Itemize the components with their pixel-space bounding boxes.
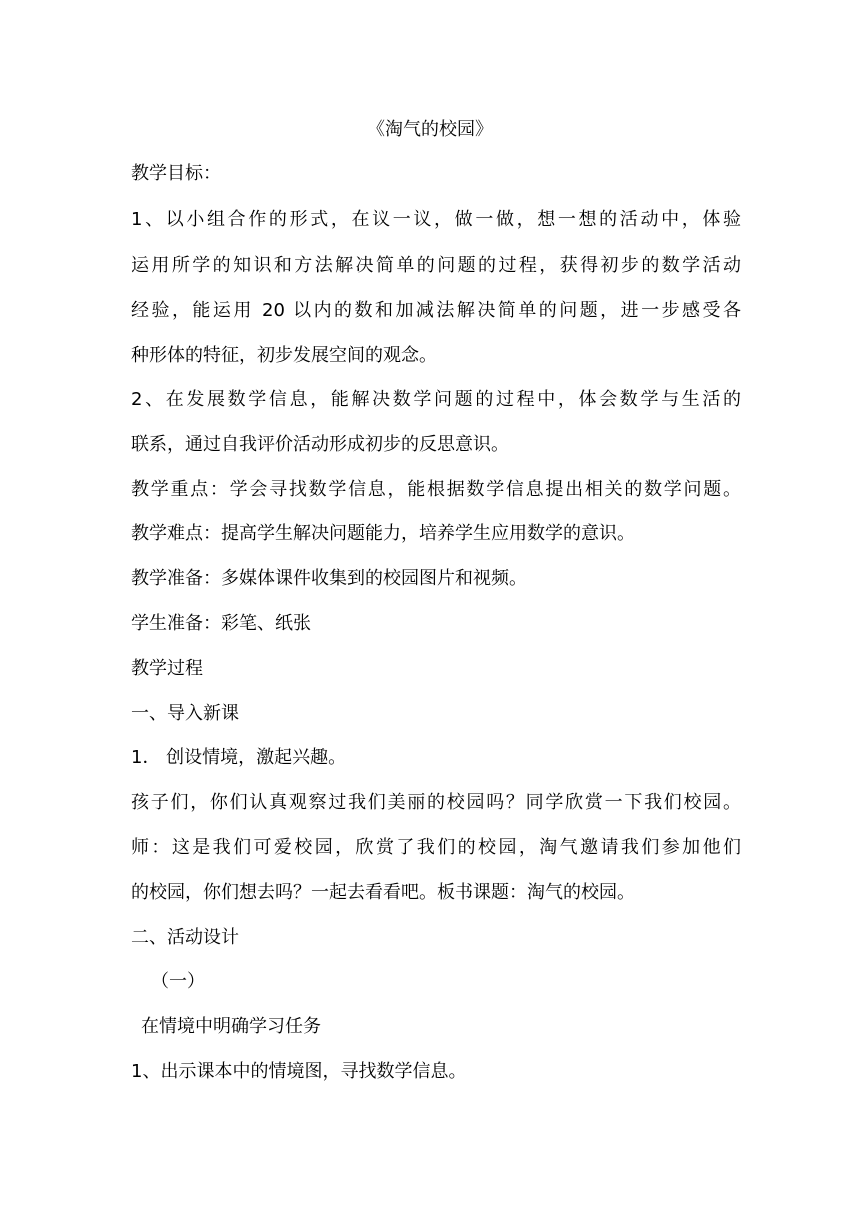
paragraph-line: 经验，能运用 20 以内的数和加减法解决简单的问题，进一步感受各 bbox=[131, 300, 741, 321]
student-prep-line: 学生准备：彩笔、纸张 bbox=[131, 613, 311, 634]
teaching-prep-line: 教学准备：多媒体课件收集到的校园图片和视频。 bbox=[131, 568, 527, 589]
subsection-heading: 在情境中明确学习任务 bbox=[141, 1016, 321, 1037]
paragraph-line: 联系，通过自我评价活动形成初步的反思意识。 bbox=[131, 434, 509, 455]
paragraph-line: 1、以小组合作的形式，在议一议，做一做，想一想的活动中，体验 bbox=[131, 209, 741, 230]
paragraph-line: 2、在发展数学信息，能解决数学问题的过程中，体会数学与生活的 bbox=[131, 389, 741, 410]
subsection-number: （一） bbox=[151, 971, 205, 992]
section-heading-activity: 二、活动设计 bbox=[131, 927, 239, 948]
section-heading-intro: 一、导入新课 bbox=[131, 703, 239, 724]
paragraph-line: 运用所学的知识和方法解决简单的问题的过程，获得初步的数学活动 bbox=[131, 255, 741, 276]
paragraph-line: 的校园，你们想去吗？一起去看看吧。板书课题：淘气的校园。 bbox=[131, 882, 635, 903]
paragraph-line: 种形体的特征，初步发展空间的观念。 bbox=[131, 345, 437, 366]
difficulty-line: 教学难点：提高学生解决问题能力，培养学生应用数学的意识。 bbox=[131, 523, 635, 544]
paragraph-line: 孩子们，你们认真观察过我们美丽的校园吗？同学欣赏一下我们校园。 bbox=[131, 792, 741, 813]
paragraph-line: 1． 创设情境，激起兴趣。 bbox=[131, 747, 347, 768]
section-heading-objectives: 教学目标： bbox=[131, 163, 221, 184]
paragraph-line: 师：这是我们可爱校园，欣赏了我们的校园，淘气邀请我们参加他们 bbox=[131, 837, 741, 858]
document-title: 《淘气的校园》 bbox=[367, 119, 493, 140]
paragraph-line: 1、出示课本中的情境图，寻找数学信息。 bbox=[131, 1061, 467, 1082]
section-heading-process: 教学过程 bbox=[131, 658, 203, 679]
key-points-line: 教学重点：学会寻找数学信息，能根据数学信息提出相关的数学问题。 bbox=[131, 479, 741, 500]
